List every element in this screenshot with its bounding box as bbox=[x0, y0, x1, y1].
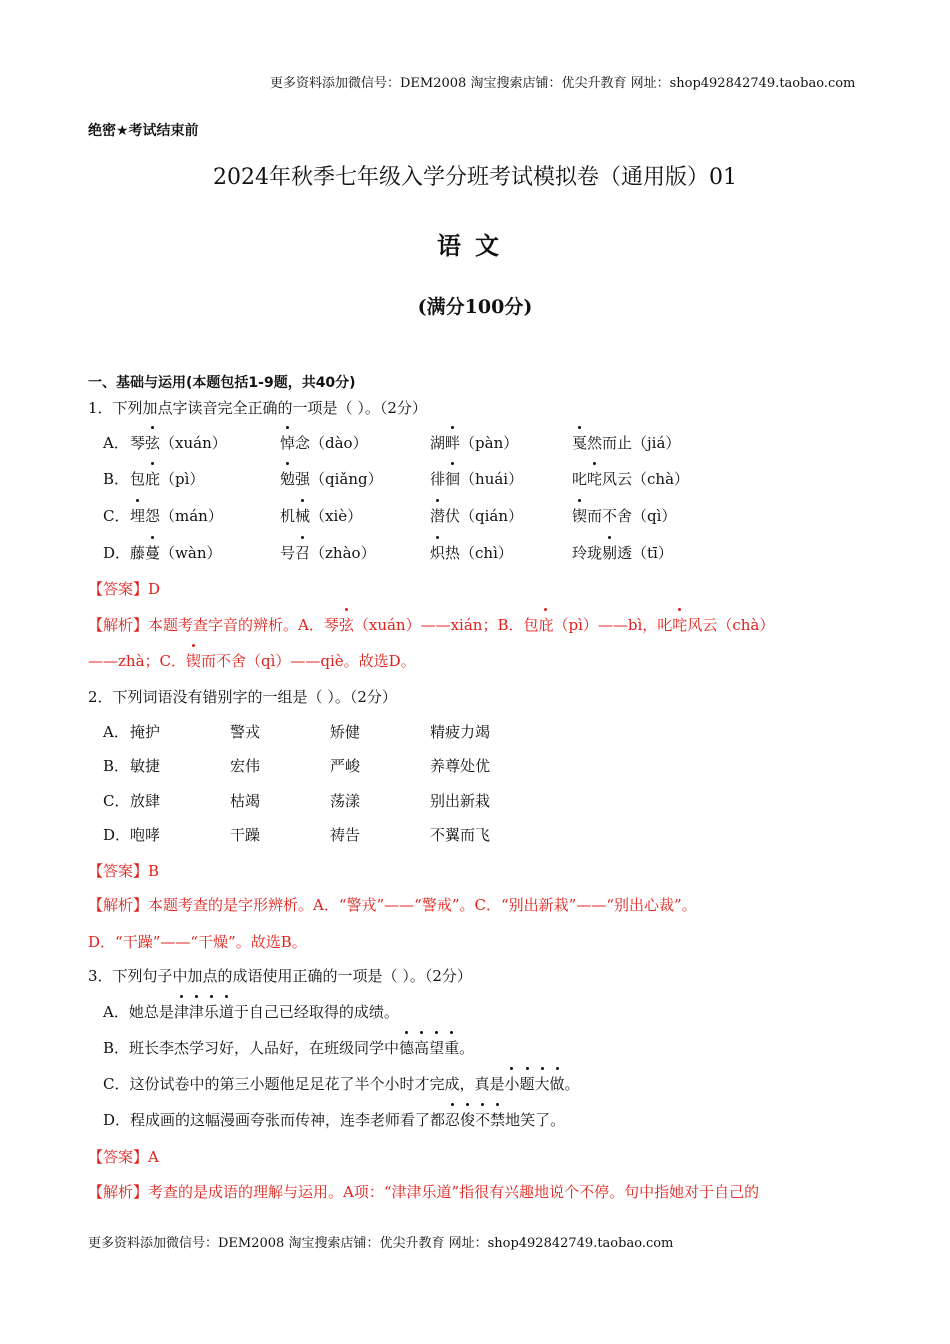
header-note: 更多资料添加微信号：DEM2008 淘宝搜索店铺：优尖升教育 网址：shop492842749.taobao.com bbox=[270, 76, 856, 91]
emphasis-dot-char: 不 bbox=[475, 1109, 490, 1130]
emphasis-dot-char: 大 bbox=[535, 1073, 550, 1094]
q2-analysis-line2: D．“干躁”——“干燥”。故选B。 bbox=[88, 933, 307, 951]
emphasis-dot-char: 蔓 bbox=[145, 542, 160, 563]
q1-option-item: 机 械（xiè） bbox=[280, 505, 362, 526]
q2-analysis-line1: 【解析】本题考查的是字形辨析。A．“警戎”——“警戒”。C．“别出新栽”——“别出心裁”。 bbox=[88, 896, 697, 914]
emphasis-dot-char: 埋 bbox=[130, 505, 145, 526]
emphasis-dot-char: 戛 bbox=[572, 432, 587, 453]
q2-option-word: 掩护 bbox=[130, 723, 161, 741]
emphasis-dot-char: 德 bbox=[399, 1037, 414, 1058]
emphasis-dot-char: 畔 bbox=[445, 432, 460, 453]
emphasis-dot-char: 津 bbox=[189, 1001, 204, 1022]
q2-option-word: 精疲力竭 bbox=[430, 723, 491, 741]
emphasis-dot-char: 徊 bbox=[445, 468, 460, 489]
emphasis-dot-char: 俊 bbox=[460, 1109, 475, 1130]
emphasis-dot-char: 勉 bbox=[280, 468, 295, 489]
emphasis-dot-char: 悼 bbox=[280, 432, 295, 453]
q1-option-item: 号 召（zhào） bbox=[280, 542, 376, 563]
emphasis-dot-char: 重 bbox=[444, 1037, 459, 1058]
q2-option-word: 别出新栽 bbox=[430, 792, 491, 810]
q1-option-item: 勉强（qiǎng） bbox=[280, 468, 383, 489]
q2-option-word: 祷告 bbox=[330, 826, 361, 844]
q1-option-item: 包 庇（pì） bbox=[130, 468, 204, 489]
emphasis-dot-char: 召 bbox=[295, 542, 310, 563]
q3-analysis: 【解析】考查的是成语的理解与运用。A项：“津津乐道”指很有兴趣地说个不停。句中指她对于自己的 bbox=[88, 1183, 760, 1201]
q1-option-item: 湖 畔（pàn） bbox=[430, 432, 518, 453]
q1-option-item: 玲珑 剔透（tī） bbox=[572, 542, 673, 563]
section-heading: 一、基础与运用(本题包括1-9题，共40分) bbox=[88, 375, 356, 391]
q2-answer: 【答案】B bbox=[88, 862, 160, 880]
emphasis-dot-char: 庇 bbox=[145, 468, 160, 489]
q1-option-item: 琴 弦（xuán） bbox=[130, 432, 227, 453]
question-3-stem: 3．下列句子中加点的成语使用正确的一项是（ ）。（2分） bbox=[88, 967, 472, 985]
secret-label: 绝密★考试结束前 bbox=[88, 123, 199, 139]
emphasis-dot-char: 道 bbox=[219, 1001, 234, 1022]
emphasis-dot-char: 械 bbox=[295, 505, 310, 526]
q1-option-item: 徘 徊（huái） bbox=[430, 468, 523, 489]
footer-note: 更多资料添加微信号：DEM2008 淘宝搜索店铺：优尖升教育 网址：shop492842749.taobao.com bbox=[88, 1236, 674, 1251]
full-score: (满分100分) bbox=[417, 296, 533, 318]
q2-option-label: D． bbox=[103, 826, 131, 844]
q3-option: D．程成画的这幅漫画夸张而传神，连李老师看了都 忍 俊 不 禁地笑了。 bbox=[103, 1109, 565, 1130]
q2-option-word: 敏捷 bbox=[130, 757, 161, 775]
emphasis-dot-char: 炽 bbox=[430, 542, 445, 563]
emphasis-dot-char: 剔 bbox=[602, 542, 617, 563]
q2-option-word: 养尊处优 bbox=[430, 757, 491, 775]
q2-option-word: 荡漾 bbox=[330, 792, 361, 810]
subject-title: 语文 bbox=[437, 231, 513, 260]
q1-option-item: 悼念（dào） bbox=[280, 432, 368, 453]
q1-option-item: 锲而不舍（qì） bbox=[572, 505, 676, 526]
q2-option-word: 不翼而飞 bbox=[430, 826, 491, 844]
q2-option-label: B． bbox=[103, 757, 130, 775]
q2-option-word: 宏伟 bbox=[230, 757, 261, 775]
emphasis-dot-char: 津 bbox=[174, 1001, 189, 1022]
q1-option-label: B． bbox=[103, 470, 130, 488]
q2-option-word: 警戎 bbox=[230, 723, 261, 741]
page-title: 2024年秋季七年级入学分班考试模拟卷（通用版）01 bbox=[213, 165, 737, 190]
question-1-stem: 1．下列加点字读音完全正确的一项是（ ）。（2分） bbox=[88, 399, 427, 417]
emphasis-dot-char: 乐 bbox=[204, 1001, 219, 1022]
q2-option-word: 矫健 bbox=[330, 723, 361, 741]
emphasis-dot-char: 高 bbox=[414, 1037, 429, 1058]
emphasis-dot-char: 咤 bbox=[587, 468, 602, 489]
emphasis-dot-char: 弦 bbox=[145, 432, 160, 453]
emphasis-dot-char: 禁 bbox=[490, 1109, 505, 1130]
q2-option-word: 严峻 bbox=[330, 757, 361, 775]
q1-answer: 【答案】D bbox=[88, 580, 161, 598]
q2-option-word: 放肆 bbox=[130, 792, 161, 810]
q2-option-word: 咆哮 bbox=[130, 826, 161, 844]
emphasis-dot-char: 锲 bbox=[572, 505, 587, 526]
q1-option-label: D． bbox=[103, 544, 131, 562]
q1-option-item: 埋怨（mán） bbox=[130, 505, 223, 526]
q3-answer: 【答案】A bbox=[88, 1148, 159, 1166]
q3-option: A．她总是 津 津 乐 道于自己已经取得的成绩。 bbox=[103, 1001, 399, 1022]
q1-option-item: 叱 咤风云（chà） bbox=[572, 468, 689, 489]
q2-option-word: 干躁 bbox=[230, 826, 261, 844]
q2-option-word: 枯竭 bbox=[230, 792, 261, 810]
emphasis-dot-char: 望 bbox=[429, 1037, 444, 1058]
q1-analysis-line2: ——zhà；C． 锲而不舍（qì）——qiè。故选D。 bbox=[88, 650, 416, 671]
q2-option-label: A． bbox=[103, 723, 129, 741]
q2-option-label: C． bbox=[103, 792, 130, 810]
q1-option-item: 藤 蔓（wàn） bbox=[130, 542, 221, 563]
q3-option: C．这份试卷中的第三小题他足足花了半个小时才完成，真是 小 题 大 做。 bbox=[103, 1073, 580, 1094]
q1-analysis-line1: 【解析】本题考查字音的辨析。A．琴 弦（xuán）——xián；B．包 庇（pì）——bì，叱 咤风云（chà） bbox=[88, 614, 774, 635]
emphasis-dot-char: 小 bbox=[504, 1073, 519, 1094]
emphasis-dot-char: 做 bbox=[550, 1073, 565, 1094]
question-2-stem: 2．下列词语没有错别字的一组是（ ）。（2分） bbox=[88, 688, 397, 706]
emphasis-dot-char: 题 bbox=[520, 1073, 535, 1094]
emphasis-dot-char: 潜 bbox=[430, 505, 445, 526]
q3-option: B．班长李杰学习好，人品好，在班级同学中 德 高 望 重。 bbox=[103, 1037, 474, 1058]
q1-option-item: 炽热（chì） bbox=[430, 542, 513, 563]
q1-option-label: A． bbox=[103, 434, 129, 452]
q1-option-item: 戛然而止（jiá） bbox=[572, 432, 680, 453]
q1-option-label: C． bbox=[103, 507, 130, 525]
emphasis-dot-char: 忍 bbox=[445, 1109, 460, 1130]
q1-option-item: 潜伏（qián） bbox=[430, 505, 523, 526]
